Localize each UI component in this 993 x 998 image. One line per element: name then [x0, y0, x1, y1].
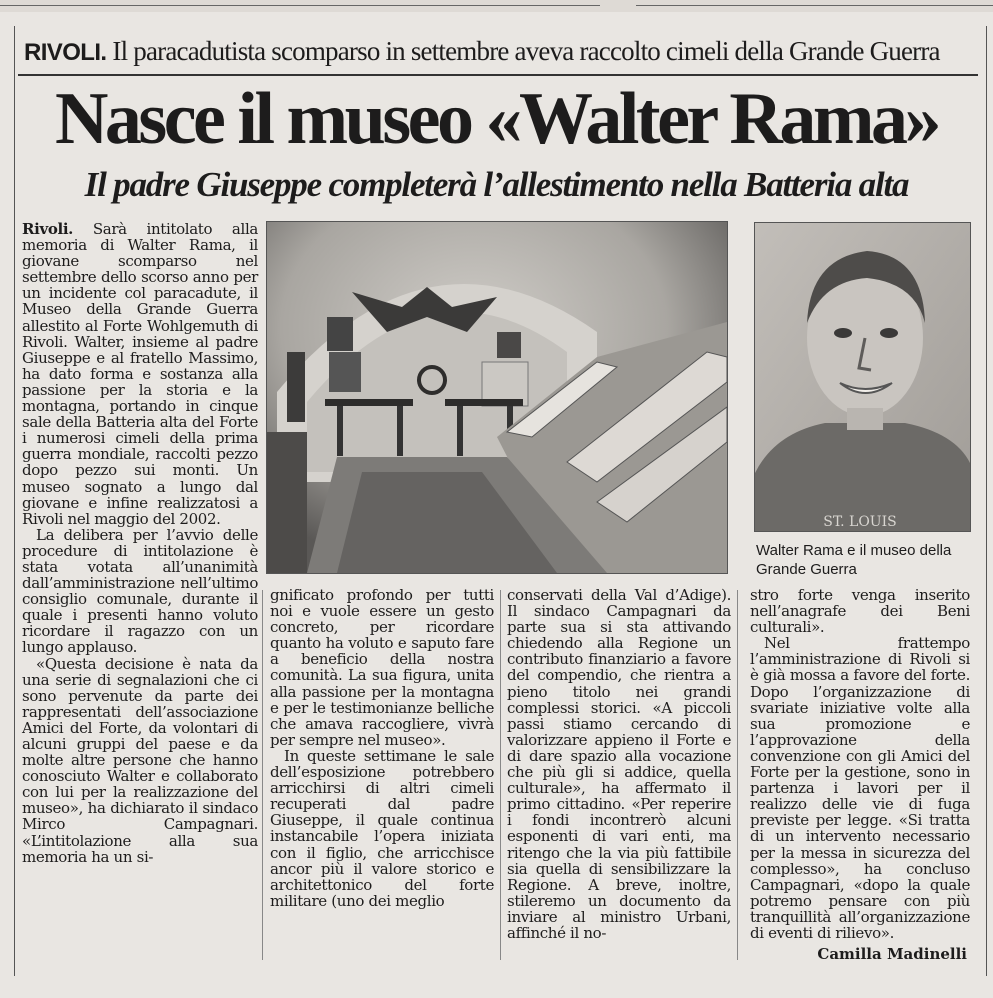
article-subheadline: Il padre Giuseppe completerà l’allestimento nella Batteria alta — [84, 165, 909, 204]
museum-interior-image — [267, 222, 727, 573]
article-column-3 — [507, 587, 731, 959]
museum-photo — [266, 221, 728, 574]
photo-caption: Walter Rama e il museo della Grande Guerra — [756, 542, 952, 578]
shirt-print-text: ST. LOUIS — [823, 514, 897, 530]
column-divider — [737, 590, 738, 960]
top-border-rule — [0, 5, 600, 6]
column-divider — [500, 590, 501, 960]
article-paragraph: conservati della Val d’Adige). Il sindaco Campagnari da parte sua si sta attivando chiedendo alla Regione un contributo finanziario a favore del compendio, che rientra a pieno titolo nei grandi complessi storici. «A piccoli passi stiamo cercando di valorizzare appieno il Forte e di dare spazio alla vocazione che più gli si addice, quella culturale», ha affermato il primo cittadino. «Per reperire i fondi incontrerò alcuni esponenti di vari enti, ma ritengo che la via più fattibile sia quella di sensibilizzare la Regione. A breve, inoltre, stileremo un documento da inviare al ministro Urbani, affinché il no- — [507, 586, 731, 942]
lead-word: Rivoli. — [22, 220, 74, 238]
article-column-1 — [22, 221, 258, 961]
article-paragraph: La delibera per l’avvio delle procedure di intitolazione è stata votata all’unanimità dall’amministrazione nell’ultimo consiglio comunale, durante il quale i presenti hanno voluto ricordare il ragazzo con un lungo applauso. — [22, 525, 258, 657]
article-column-4 — [750, 587, 970, 942]
top-border-rule — [636, 5, 993, 6]
article-kicker — [24, 36, 974, 67]
column-divider — [262, 590, 263, 960]
article-paragraph: Rivoli. Sarà intitolato alla memoria di Walter Rama, il giovane scomparso nel settembre dello scorso anno per un incidente col paracadute, il Museo della Grande Guerra allestito al Forte Wohlgemuth di Rivoli. Walter, insieme al padre Giuseppe e al fratello Massimo, ha dato forma e sostanza alla passione per la storia e la montagna, portando in cinque sale della Batteria alta del Forte i numerosi cimeli della prima guerra mondiale, raccolti pezzo dopo pezzo sui monti. Un museo sognato a lungo dal giovane e infine realizzatosi a Rivoli nel maggio del 2002. — [22, 220, 258, 528]
article-paragraph: «Questa decisione è nata da una serie di segnalazioni che ci sono pervenute da parte dei rappresentati dell’associazione Amici del Forte, da volontari di alcuni gruppi del paese e da molte altre persone che hanno conosciuto Walter e collaborato con lui per la realizzazione del museo», ha dichiarato il sindaco Mirco Campagnari. «L’intitolazione alla sua memoria ha un si- — [22, 654, 258, 866]
kicker-text: Il paracadutista scomparso in settembre aveva raccolto cimeli della Grande Guerra — [106, 36, 940, 66]
article-column-2 — [270, 587, 494, 959]
article-paragraph: gnificato profondo per tutti noi e vuole essere un gesto concreto, per ricordare quanto ha voluto e saputo fare a beneficio della nostra comunità. La sua figura, unita alla passione per la montagna e per le testimonianze belliche che amava raccogliere, vivrà per sempre nel museo». — [270, 586, 494, 749]
article-paragraph: Nel frattempo l’amministrazione di Rivoli si è già mossa a favore del forte. Dopo l’organizzazione di svariate iniziative volte alla sua promozione e l’approvazione della convenzione con gli Amici del Forte per la gestione, sono in partenza i lavori per il realizzo delle vie di fuga previste per legge. «Si tratta di un intervento necessario per la messa in sicurezza del complesso», ha concluso Campagnari, «dopo la quale potremo pensare con più tranquillità all’organizzazione di eventi di rilievo». — [750, 634, 970, 942]
article-headline: Nasce il museo «Walter Rama» — [54, 78, 939, 160]
walter-rama-portrait-image — [755, 223, 970, 531]
article-paragraph: stro forte venga inserito nell’anagrafe dei Beni culturali». — [750, 586, 970, 637]
kicker-place: RIVOLI. — [24, 39, 107, 66]
portrait-photo — [754, 222, 971, 532]
article-paragraph: In queste settimane le sale dell’esposizione potrebbero arricchirsi di altri cimeli recuperati dal padre Giuseppe, il quale continua instancabile l’opera iniziata con il figlio, che arricchisce ancor più il valore storico e architettonico del forte militare (uno dei meglio — [270, 746, 494, 910]
article-byline: Camilla Madinelli — [817, 945, 967, 963]
page-top-edge — [0, 0, 993, 12]
